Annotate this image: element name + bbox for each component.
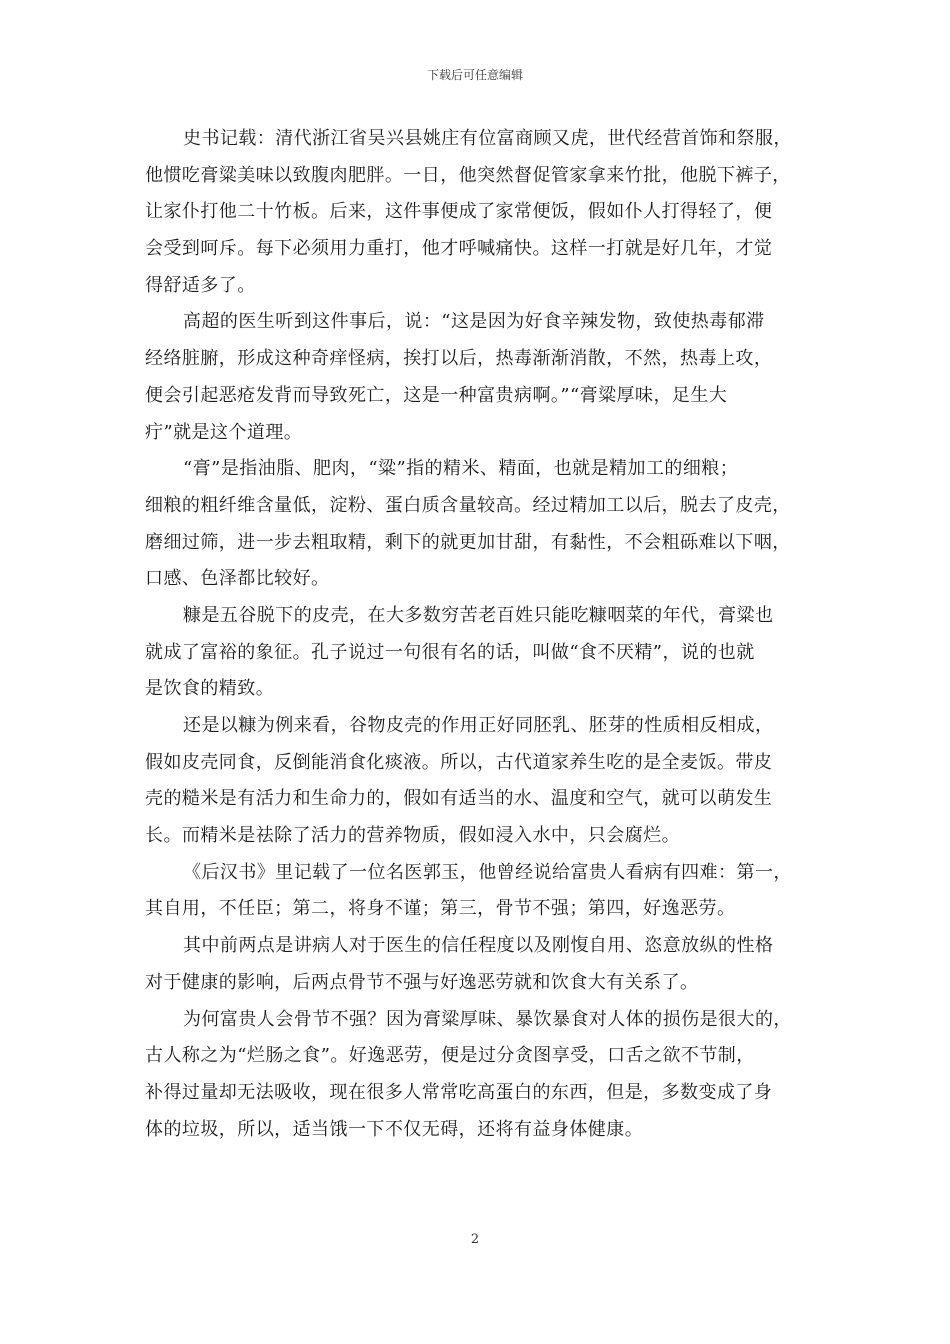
paragraph xyxy=(145,708,810,855)
paragraph xyxy=(145,855,810,928)
text-line: “膏”是指油脂、肥肉，“粱”指的精米、精面，也就是精加工的细粮； xyxy=(183,458,739,480)
page-number: 2 xyxy=(470,1232,480,1247)
paragraph xyxy=(145,304,810,451)
paragraph xyxy=(145,1002,810,1149)
text-line: 长。而精米是祛除了活力的营养物质，假如浸入水中，只会腐烂。 xyxy=(145,825,681,847)
page-header: 下载后可任意编辑 xyxy=(426,68,523,82)
document-body xyxy=(145,121,810,1148)
text-line: 其自用，不任臣；第二，将身不谨；第三，骨节不强；第四，好逸恶劳。 xyxy=(145,898,736,920)
text-line: 还是以糠为例来看，谷物皮壳的作用正好同胚乳、胚芽的性质相反相成， xyxy=(183,715,774,736)
text-line: 为何富贵人会骨节不强？因为膏粱厚味、暴饮暴食对人体的损伤是很大的， xyxy=(183,1008,792,1030)
text-line: 他惯吃膏粱美味以致腹肉肥胖。一日，他突然督促管家拿来竹批，他脱下裤子， xyxy=(145,164,791,186)
paragraph xyxy=(145,928,810,1001)
text-line: 得舒适多了。 xyxy=(145,274,256,296)
text-line: 假如皮壳同食，反倒能消食化痰液。所以，古代道家养生吃的是全麦饭。带皮 xyxy=(145,751,773,773)
text-line: 史书记载：清代浙江省吴兴县姚庄有位富商顾又虎，世代经营首饰和祭服， xyxy=(183,128,792,149)
text-line: 其中前两点是讲病人对于医生的信任程度以及刚愎自用、恣意放纵的性格 xyxy=(183,935,774,957)
text-line: 磨细过筛，进一步去粗取精，剩下的就更加甘甜，有黏性，不会粗砾难以下咽， xyxy=(145,531,791,553)
text-line: 让家仆打他二十竹板。后来，这件事便成了家常便饭，假如仆人打得轻了，便 xyxy=(145,201,773,223)
text-line: 壳的糙米是有活力和生命力的，假如有适当的水、温度和空气，就可以萌发生 xyxy=(145,788,773,810)
text-line: 就成了富裕的象征。孔子说过一句很有名的话，叫做“食不厌精”，说的也就 xyxy=(145,641,755,663)
text-line: 补得过量却无法吸收，现在很多人常常吃高蛋白的东西，但是，多数变成了身 xyxy=(145,1081,773,1103)
paragraph xyxy=(145,121,810,304)
text-line: 会受到呵斥。每下必须用力重打，他才呼喊痛快。这样一打就是好几年，才觉 xyxy=(145,238,773,260)
text-line: 古人称之为“烂肠之食”。好逸恶劳，便是过分贪图享受，口舌之欲不节制， xyxy=(145,1045,755,1067)
text-line: 疔”就是这个道理。 xyxy=(145,421,303,443)
paragraph xyxy=(145,451,810,598)
text-line: 对于健康的影响，后两点骨节不强与好逸恶劳就和饮食大有关系了。 xyxy=(145,971,699,993)
text-line: 是饮食的精致。 xyxy=(145,678,275,700)
text-line: 糠是五谷脱下的皮壳，在大多数穷苦老百姓只能吃糠咽菜的年代，膏粱也 xyxy=(183,604,774,626)
text-line: 高超的医生听到这件事后，说：“这是因为好食辛辣发物，致使热毒郁滞 xyxy=(183,311,765,333)
text-line: 经络脏腑，形成这种奇痒怪病，挨打以后，热毒渐渐消散，不然，热毒上攻， xyxy=(145,348,773,370)
text-line: 便会引起恶疮发背而导致死亡，这是一种富贵病啊。”“膏粱厚味，足生大 xyxy=(145,384,728,406)
text-line: 细粮的粗纤维含量低，淀粉、蛋白质含量较高。经过精加工以后，脱去了皮壳， xyxy=(145,494,791,516)
text-line: 《后汉书》里记载了一位名医郭玉，他曾经说给富贵人看病有四难：第一， xyxy=(183,861,792,883)
text-line: 口感、色泽都比较好。 xyxy=(145,568,330,590)
text-line: 体的垃圾，所以，适当饿一下不仅无碍，还将有益身体健康。 xyxy=(145,1118,644,1140)
paragraph xyxy=(145,598,810,708)
